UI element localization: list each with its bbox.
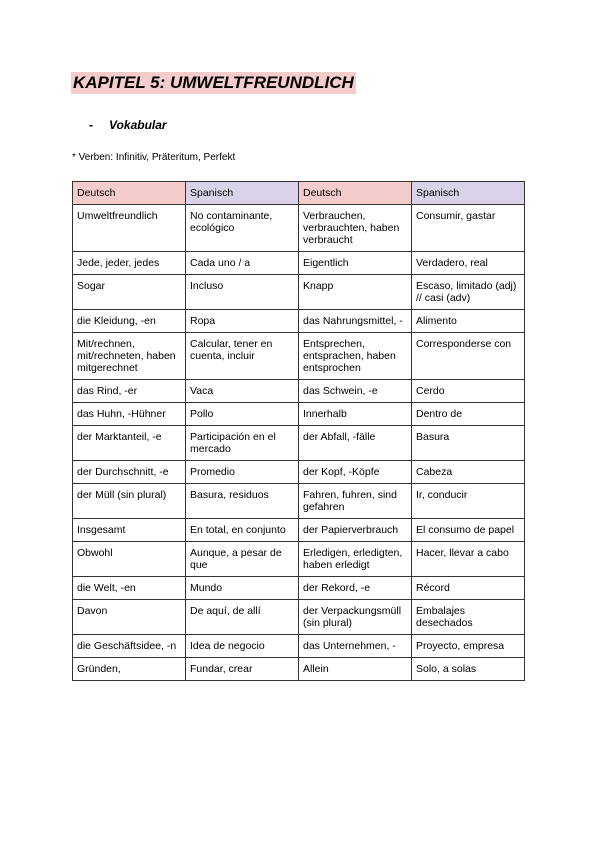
- cell-spanish-2: Proyecto, empresa: [412, 635, 525, 658]
- cell-spanish-1: Participación en el mercado: [186, 426, 299, 461]
- cell-spanish-1: Fundar, crear: [186, 658, 299, 681]
- cell-german-2: der Papierverbrauch: [299, 519, 412, 542]
- cell-german-1: Insgesamt: [73, 519, 186, 542]
- cell-german-1: Davon: [73, 600, 186, 635]
- header-spanish-2: Spanisch: [412, 182, 525, 205]
- cell-spanish-2: Verdadero, real: [412, 252, 525, 275]
- table-row: [73, 380, 525, 403]
- cell-german-2: der Abfall, -fälle: [299, 426, 412, 461]
- cell-spanish-2: Basura: [412, 426, 525, 461]
- cell-spanish-1: Basura, residuos: [186, 484, 299, 519]
- cell-german-2: das Unternehmen, -: [299, 635, 412, 658]
- table-row: [73, 519, 525, 542]
- vocabulary-table: [72, 181, 525, 681]
- cell-spanish-1: Ropa: [186, 310, 299, 333]
- cell-spanish-1: Calcular, tener en cuenta, incluir: [186, 333, 299, 380]
- cell-german-2: Innerhalb: [299, 403, 412, 426]
- cell-german-1: der Müll (sin plural): [73, 484, 186, 519]
- table-row: [73, 426, 525, 461]
- table-row: [73, 310, 525, 333]
- header-german-1: Deutsch: [73, 182, 186, 205]
- cell-german-1: der Durchschnitt, -e: [73, 461, 186, 484]
- cell-spanish-1: Pollo: [186, 403, 299, 426]
- cell-german-1: Jede, jeder, jedes: [73, 252, 186, 275]
- header-spanish-1: Spanisch: [186, 182, 299, 205]
- cell-german-2: Knapp: [299, 275, 412, 310]
- cell-german-1: Obwohl: [73, 542, 186, 577]
- cell-german-2: Verbrauchen, verbrauchten, haben verbraucht: [299, 205, 412, 252]
- cell-german-2: der Rekord, -e: [299, 577, 412, 600]
- header-german-2: Deutsch: [299, 182, 412, 205]
- table-row: [73, 252, 525, 275]
- cell-german-1: die Geschäftsidee, -n: [73, 635, 186, 658]
- table-row: [73, 275, 525, 310]
- cell-german-2: das Nahrungsmittel, -: [299, 310, 412, 333]
- table-row: [73, 577, 525, 600]
- table-row: [73, 461, 525, 484]
- table-row: [73, 333, 525, 380]
- section-heading: [89, 118, 167, 132]
- table-row: [73, 635, 525, 658]
- cell-german-1: die Welt, -en: [73, 577, 186, 600]
- cell-german-2: Eigentlich: [299, 252, 412, 275]
- cell-german-1: Umweltfreundlich: [73, 205, 186, 252]
- table-row: [73, 484, 525, 519]
- cell-spanish-1: Aunque, a pesar de que: [186, 542, 299, 577]
- cell-spanish-1: Promedio: [186, 461, 299, 484]
- cell-spanish-1: Cada uno / a: [186, 252, 299, 275]
- cell-german-2: Fahren, fuhren, sind gefahren: [299, 484, 412, 519]
- table-row: [73, 205, 525, 252]
- table-row: [73, 658, 525, 681]
- cell-german-1: Sogar: [73, 275, 186, 310]
- cell-german-1: das Huhn, -Hühner: [73, 403, 186, 426]
- cell-spanish-2: Corresponderse con: [412, 333, 525, 380]
- cell-spanish-2: Dentro de: [412, 403, 525, 426]
- cell-german-2: der Kopf, -Köpfe: [299, 461, 412, 484]
- cell-spanish-1: Vaca: [186, 380, 299, 403]
- cell-spanish-2: Alimento: [412, 310, 525, 333]
- cell-german-1: Mit/rechnen, mit/rechneten, haben mitgerechnet: [73, 333, 186, 380]
- cell-spanish-2: Cabeza: [412, 461, 525, 484]
- cell-spanish-2: Ir, conducir: [412, 484, 525, 519]
- cell-spanish-2: Escaso, limitado (adj) // casi (adv): [412, 275, 525, 310]
- page-title: KAPITEL 5: UMWELTFREUNDLICH: [73, 73, 354, 92]
- cell-german-2: das Schwein, -e: [299, 380, 412, 403]
- cell-spanish-2: Hacer, llevar a cabo: [412, 542, 525, 577]
- cell-spanish-2: Cerdo: [412, 380, 525, 403]
- verb-format-note: * Verben: Infinitiv, Präteritum, Perfekt: [72, 152, 236, 163]
- cell-german-1: Gründen,: [73, 658, 186, 681]
- table-row: [73, 403, 525, 426]
- cell-spanish-2: Consumir, gastar: [412, 205, 525, 252]
- bullet-dash: -: [89, 118, 93, 132]
- cell-spanish-1: De aquí, de allí: [186, 600, 299, 635]
- cell-spanish-2: Solo, a solas: [412, 658, 525, 681]
- cell-spanish-2: Récord: [412, 577, 525, 600]
- cell-german-2: Allein: [299, 658, 412, 681]
- cell-german-1: die Kleidung, -en: [73, 310, 186, 333]
- cell-german-2: Erledigen, erledigten, haben erledigt: [299, 542, 412, 577]
- table-row: [73, 600, 525, 635]
- cell-spanish-1: No contaminante, ecológico: [186, 205, 299, 252]
- cell-spanish-1: Mundo: [186, 577, 299, 600]
- cell-german-2: Entsprechen, entsprachen, haben entsprochen: [299, 333, 412, 380]
- section-heading-label: Vokabular: [109, 118, 167, 132]
- cell-spanish-2: Embalajes desechados: [412, 600, 525, 635]
- table-header-row: [73, 182, 525, 205]
- cell-german-2: der Verpackungsmüll (sin plural): [299, 600, 412, 635]
- cell-german-1: das Rind, -er: [73, 380, 186, 403]
- cell-german-1: der Marktanteil, -e: [73, 426, 186, 461]
- cell-spanish-1: En total, en conjunto: [186, 519, 299, 542]
- table-row: [73, 542, 525, 577]
- cell-spanish-2: El consumo de papel: [412, 519, 525, 542]
- cell-spanish-1: Incluso: [186, 275, 299, 310]
- cell-spanish-1: Idea de negocio: [186, 635, 299, 658]
